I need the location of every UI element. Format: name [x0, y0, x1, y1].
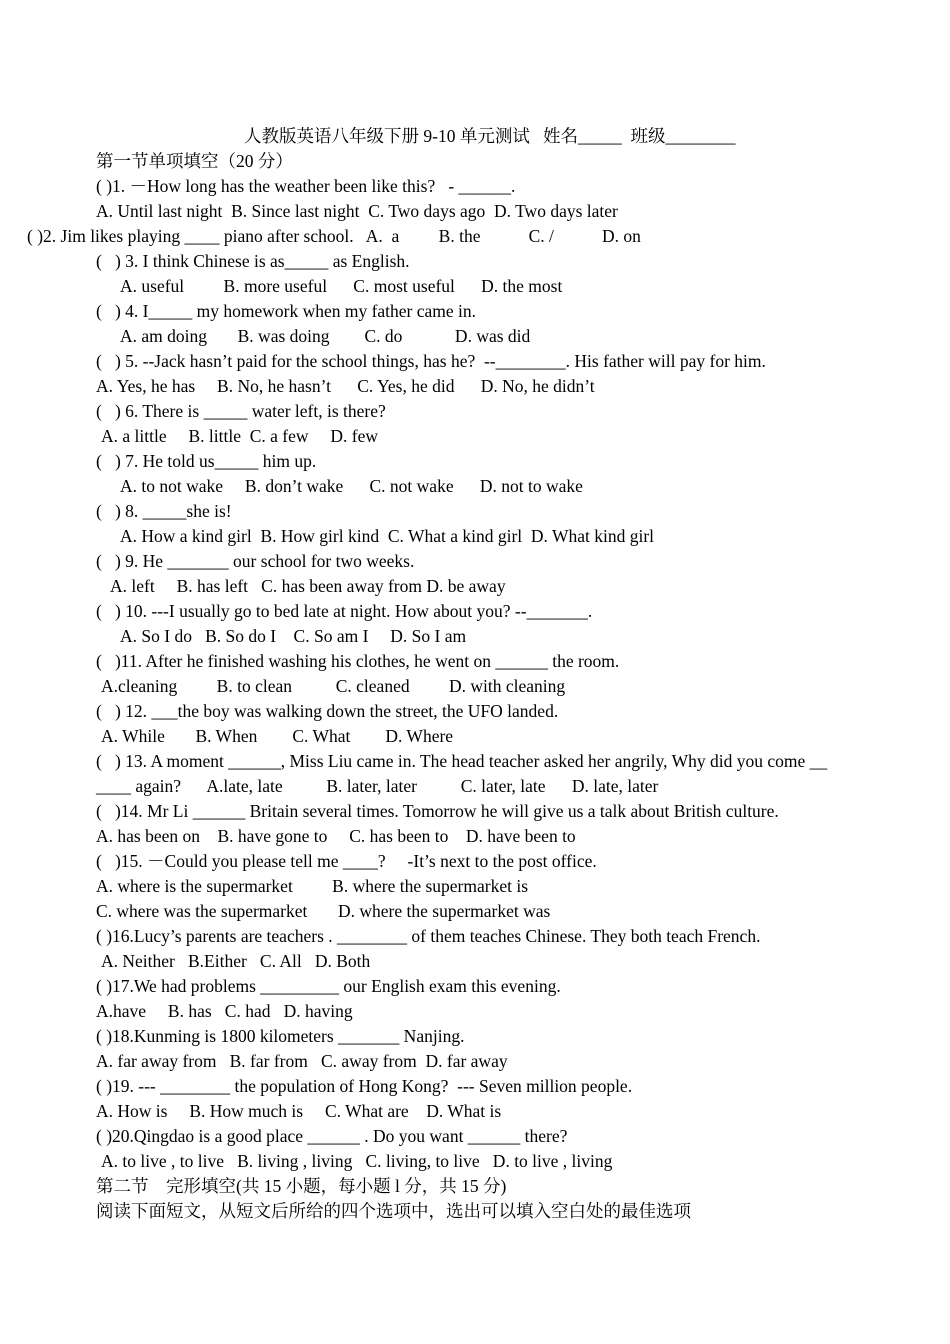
options-line: A. far away from B. far from C. away from D. far away — [96, 1051, 508, 1071]
options-line: A. useful B. more useful C. most useful D. the most — [120, 276, 563, 296]
options-line: ____ again? A.late, late B. later, later C. later, late D. late, later — [96, 776, 659, 796]
options-line: A.cleaning B. to clean C. cleaned D. with cleaning — [101, 676, 566, 696]
question-line: ( )2. Jim likes playing ____ piano after school. A. a B. the C. / D. on — [27, 226, 641, 246]
options-line: A. has been on B. have gone to C. has been to D. have been to — [96, 826, 576, 846]
question-line: ( )15. －Could you please tell me ____? -It’s next to the post office. — [96, 851, 597, 871]
question-line: ( ) 5. --Jack hasn’t paid for the school things, has he? --________. His father will pay for him. — [96, 351, 766, 371]
options-line: A. a little B. little C. a few D. few — [101, 426, 379, 446]
question-line: ( ) 12. ___the boy was walking down the street, the UFO landed. — [96, 701, 559, 721]
options-line: A. Neither B.Either C. All D. Both — [101, 951, 371, 971]
options-line: A. left B. has left C. has been away from D. be away — [110, 576, 506, 596]
question-line: ( ) 13. A moment ______, Miss Liu came in. The head teacher asked her angrily, Why did you come __ — [96, 751, 828, 771]
options-line: A. to not wake B. don’t wake C. not wake D. not to wake — [120, 476, 583, 496]
options-line: A. Until last night B. Since last night C. Two days ago D. Two days later — [96, 201, 618, 221]
options-line: A. While B. When C. What D. Where — [101, 726, 454, 746]
question-line: ( ) 8. _____she is! — [96, 501, 232, 521]
options-line: A. am doing B. was doing C. do D. was did — [120, 326, 531, 346]
section1-heading: 第一节单项填空（20 分） — [96, 151, 293, 171]
options-line: A. where is the supermarket B. where the supermarket is — [96, 876, 529, 896]
options-line: A.have B. has C. had D. having — [96, 1001, 353, 1021]
question-line: ( ) 7. He told us_____ him up. — [96, 451, 317, 471]
options-line: A. How is B. How much is C. What are D. What is — [96, 1101, 502, 1121]
question-line: ( )19. --- ________ the population of Hong Kong? --- Seven million people. — [96, 1076, 633, 1096]
question-line: ( ) 9. He _______ our school for two weeks. — [96, 551, 415, 571]
options-line: C. where was the supermarket D. where the supermarket was — [96, 901, 551, 921]
options-line: A. to live , to live B. living , living C. living, to live D. to live , living — [101, 1151, 613, 1171]
options-line: A. Yes, he has B. No, he hasn’t C. Yes, he did D. No, he didn’t — [96, 376, 595, 396]
question-line: ( )20.Qingdao is a good place ______ . Do you want ______ there? — [96, 1126, 568, 1146]
question-line: ( )11. After he finished washing his clothes, he went on ______ the room. — [96, 651, 620, 671]
options-line: A. How a kind girl B. How girl kind C. What a kind girl D. What kind girl — [120, 526, 655, 546]
section2-instruction: 阅读下面短文，从短文后所给的四个选项中，选出可以填入空白处的最佳选项 — [96, 1201, 691, 1221]
question-line: ( ) 4. I_____ my homework when my father came in. — [96, 301, 477, 321]
question-line: ( )1. －How long has the weather been like this? - ______. — [96, 176, 516, 196]
question-line: ( ) 3. I think Chinese is as_____ as English. — [96, 251, 410, 271]
document-title: 人教版英语八年级下册 9-10 单元测试 姓名_____ 班级________ — [244, 126, 736, 146]
question-line: ( )17.We had problems _________ our English exam this evening. — [96, 976, 561, 996]
options-line: A. So I do B. So do I C. So am I D. So I am — [120, 626, 467, 646]
question-line: ( ) 10. ---I usually go to bed late at night. How about you? --_______. — [96, 601, 593, 621]
question-line: ( )18.Kunming is 1800 kilometers _______ Nanjing. — [96, 1026, 465, 1046]
question-line: ( )14. Mr Li ______ Britain several times. Tomorrow he will give us a talk about British culture. — [96, 801, 779, 821]
question-line: ( )16.Lucy’s parents are teachers . ________ of them teaches Chinese. They both teach French. — [96, 926, 761, 946]
section2-heading: 第二节 完形填空(共 15 小题，每小题 l 分，共 15 分) — [96, 1176, 507, 1196]
question-line: ( ) 6. There is _____ water left, is there? — [96, 401, 386, 421]
